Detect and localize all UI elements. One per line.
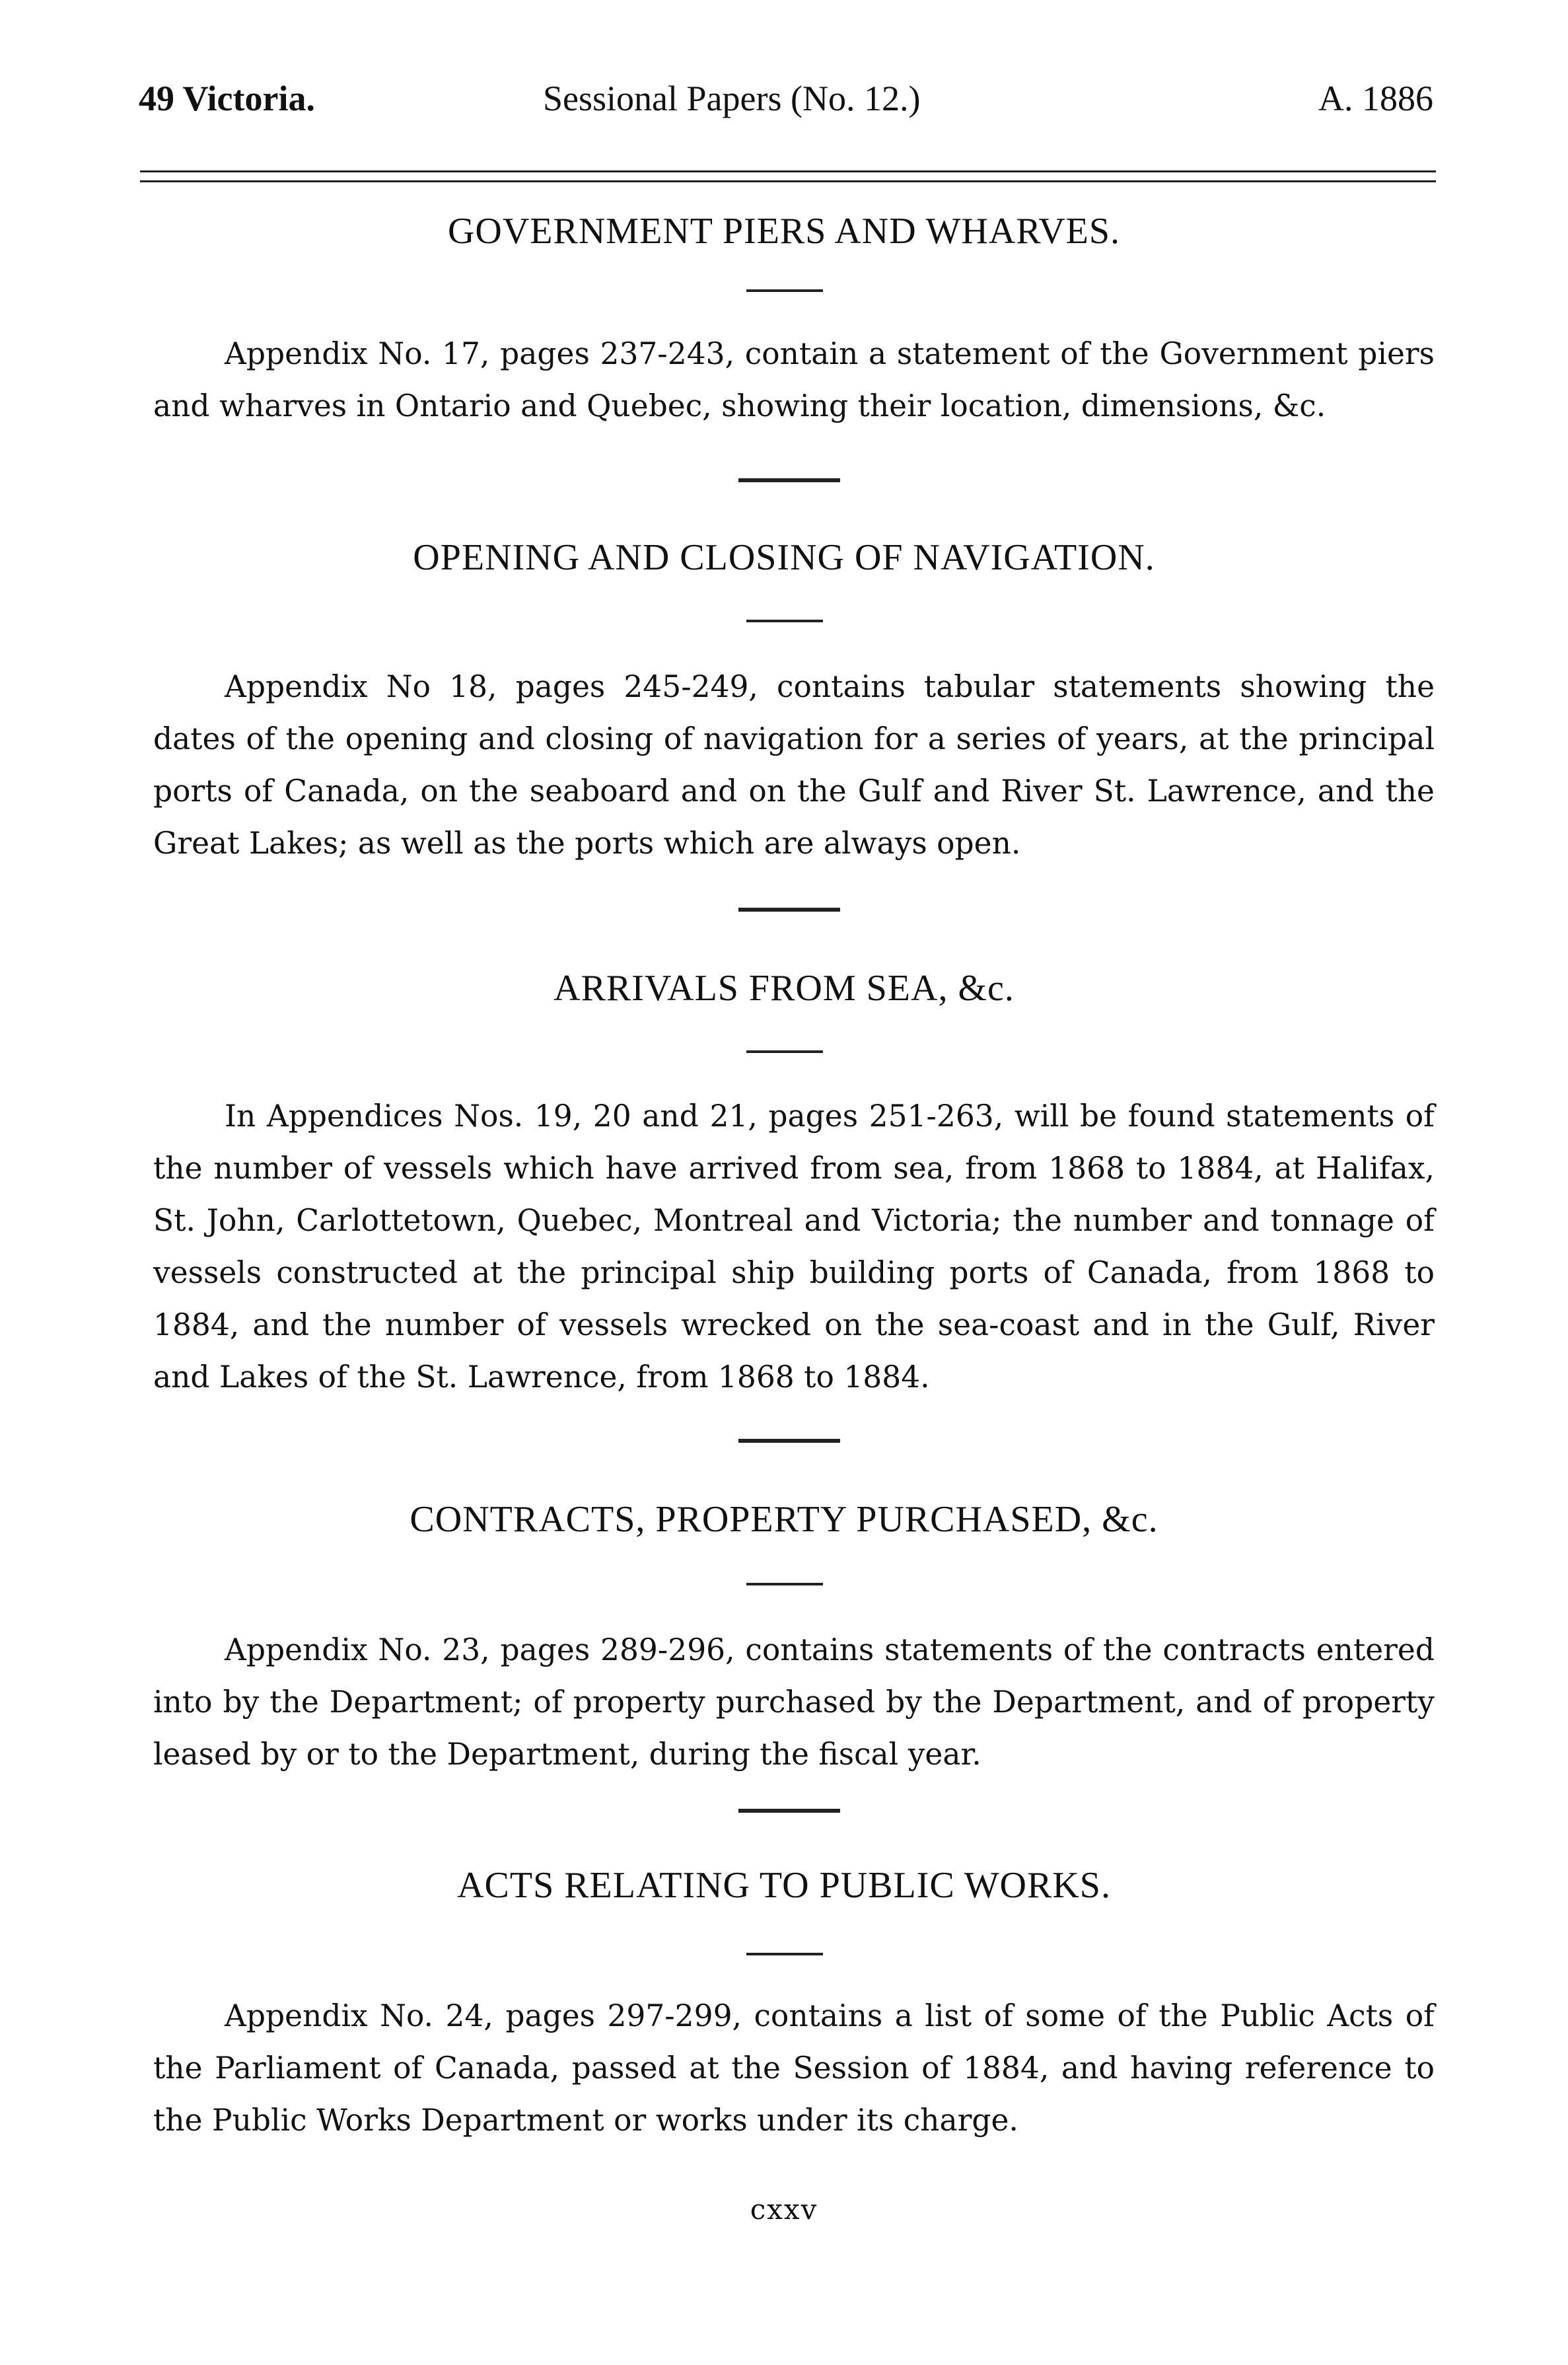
section-heading-acts: ACTS RELATING TO PUBLIC WORKS. <box>457 1865 1111 1906</box>
section-body-arrivals: In Appendices Nos. 19, 20 and 21, pages 251-263, will be found statements of the number of vessels which have arrived from sea, from 1868 to 1884, at Halifax, St. John, Carlottetown, Quebec, Montreal and Victoria; the number and tonnage of vessels constructed at the principal ship building ports of Canada, from 1868 to 1884, and the number of vessels wrecked on the sea-coast and in the Gulf, River and Lakes of the St. Lawrence, from 1868 to 1884. <box>153 1099 1435 1395</box>
header-left: 49 Victoria. <box>139 79 315 118</box>
heading-rule <box>746 1953 823 1955</box>
section-heading-arrivals: ARRIVALS FROM SEA, &c. <box>553 968 1015 1009</box>
section-separator <box>738 478 840 482</box>
section-heading-piers-wharves: GOVERNMENT PIERS AND WHARVES. <box>447 211 1121 252</box>
section-heading-contracts: CONTRACTS, PROPERTY PURCHASED, &c. <box>410 1499 1158 1540</box>
heading-rule <box>746 1583 823 1585</box>
section-heading-navigation: OPENING AND CLOSING OF NAVIGATION. <box>413 537 1155 578</box>
heading-rule <box>746 289 823 292</box>
header-center: Sessional Papers (No. 12.) <box>543 79 921 118</box>
section-body-acts: Appendix No. 24, pages 297-299, contains a list of some of the Public Acts of the Parliament of Canada, passed at the Session of 1884, and having reference to the Public Works Department or works under its charge. <box>153 1998 1435 2138</box>
section-body-piers-wharves: Appendix No. 17, pages 237-243, contain a statement of the Government piers and wharves in Ontario and Quebec, showing their location, dimensions, &c. <box>153 336 1435 423</box>
section-body-navigation: Appendix No 18, pages 245-249, contains tabular statements showing the dates of the opening and closing of navigation for a series of years, at the principal ports of Canada, on the seaboard and on the Gulf and River St. Lawrence, and the Great Lakes; as well as the ports which are always open. <box>153 669 1435 861</box>
section-separator <box>738 1809 840 1813</box>
heading-rule <box>746 620 823 622</box>
section-separator <box>738 1439 840 1443</box>
section-separator <box>738 908 840 912</box>
header-right: A. 1886 <box>1318 79 1433 118</box>
heading-rule <box>746 1050 823 1053</box>
running-head <box>139 78 1433 137</box>
page-folio: cxxv <box>750 2193 818 2226</box>
header-double-rule <box>140 170 1436 182</box>
section-body-contracts: Appendix No. 23, pages 289-296, contains statements of the contracts entered into by the Department; of property purchased by the Department, and of property leased by or to the Department, during the fiscal year. <box>153 1632 1435 1772</box>
